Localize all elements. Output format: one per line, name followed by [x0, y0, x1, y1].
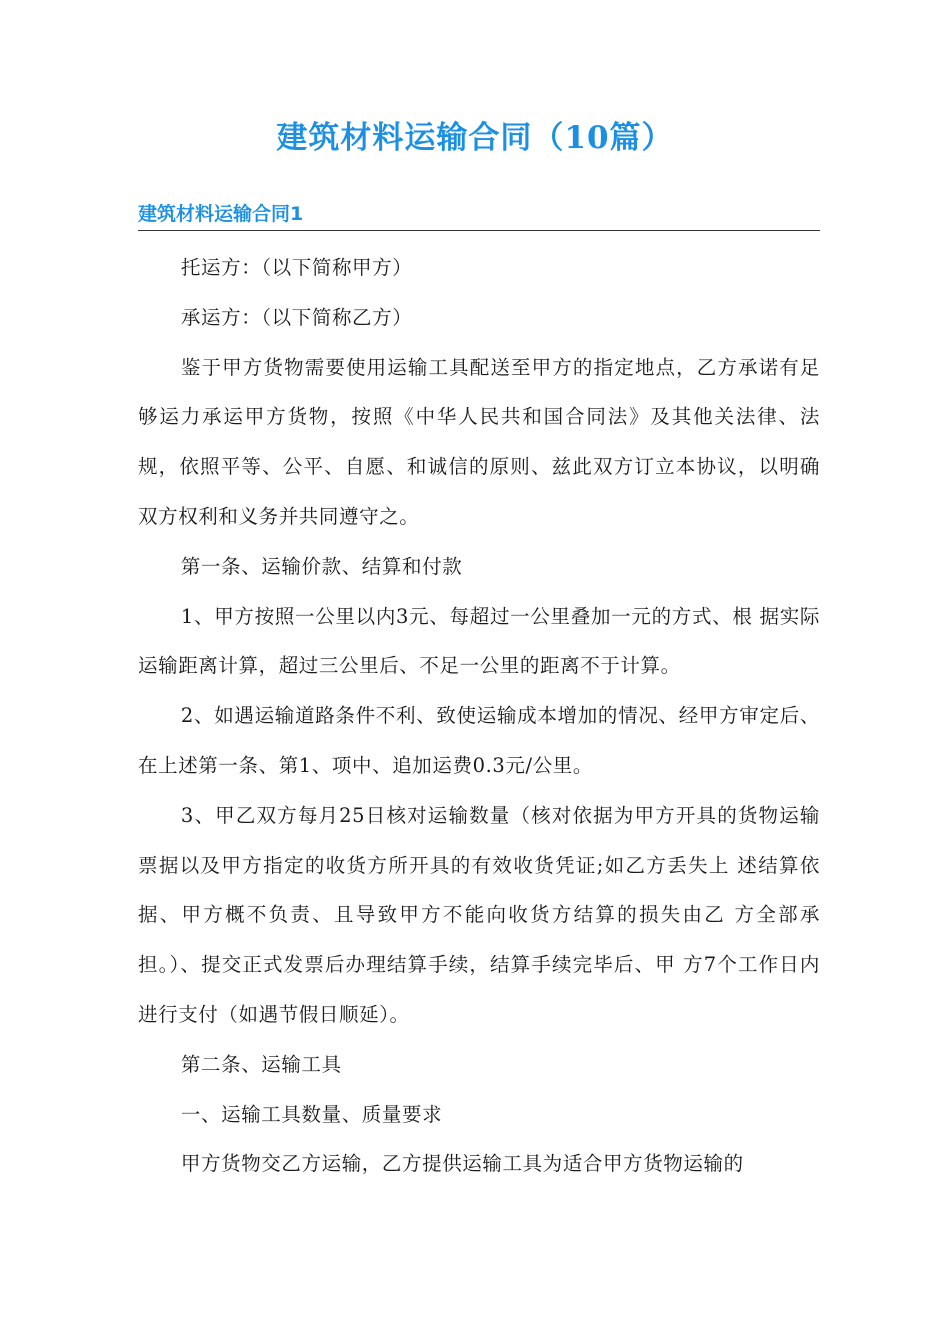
paragraph-article-1-item-1: 1、甲方按照一公里以内3元、每超过一公里叠加一元的方式、根 据实际运输距离计算，超过三公里后、不足一公里的距离不于计算。 — [138, 604, 820, 678]
paragraph-article-2-subheading: 一、运输工具数量、质量要求 — [180, 1102, 443, 1126]
paragraph-article-1-item-2: 2、如遇运输道路条件不利、致使运输成本增加的情况、经甲方审定后、在上述第一条、第1、项中、追加运费0.3元/公里。 — [138, 704, 820, 777]
paragraph-shipper: 托运方：（以下简称甲方） — [180, 256, 413, 279]
paragraph-carrier: 承运方：（以下简称乙方） — [180, 305, 413, 329]
paragraph-article-2-heading: 第二条、运输工具 — [180, 1052, 342, 1076]
paragraph-preamble: 鉴于甲方货物需要使用运输工具配送至甲方的指定地点，乙方承诺有足够运力承运甲方货物，按照《中华人民共和国合同法》及其他关法律、法规，依照平等、公平、自愿、和诚信的原则、兹此双方订立本协议，以明确双方权利和义务并共同遵守之。 — [138, 355, 820, 528]
paragraph-article-1-heading: 第一条、运输价款、结算和付款 — [180, 554, 463, 578]
document-title: 建筑材料运输合同（10篇） — [276, 120, 674, 156]
document-body — [138, 243, 820, 1189]
paragraph-article-2-text: 甲方货物交乙方运输，乙方提供运输工具为适合甲方货物运输的 — [180, 1152, 744, 1176]
paragraph-article-1-item-3: 3、甲乙双方每月25日核对运输数量（核对依据为甲方开具的货物运输票据以及甲方指定的收货方所开具的有效收货凭证;如乙方丢失上 述结算依据、甲方概不负责、且导致甲方不能向收货方结算的损失由乙 方全部承担。）、提交正式发票后办理结算手续，结算手续完毕后、甲 方7个工作日内进行支付（如遇节假日顺延）。 — [138, 803, 820, 1026]
section-heading: 建筑材料运输合同1 — [138, 198, 820, 231]
